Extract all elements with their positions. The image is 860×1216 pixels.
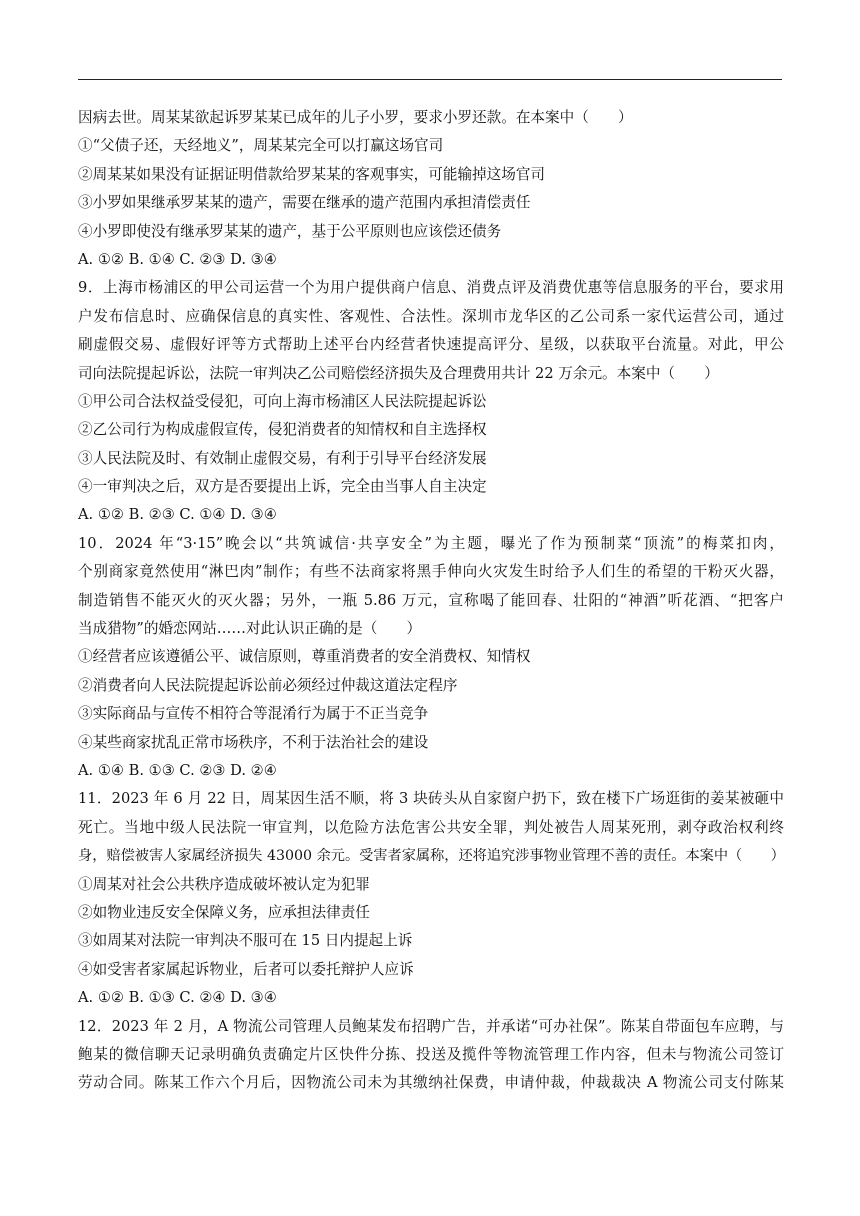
option-4: ④某些商家扰乱正常市场秩序，不利于法治社会的建设 (78, 733, 429, 751)
option-2: ②周某某如果没有证据证明借款给罗某某的客观事实，可能输掉这场官司 (78, 165, 546, 183)
option-1: ①经营者应该遵循公平、诚信原则，尊重消费者的安全消费权、知情权 (78, 648, 531, 666)
option-1: ①周某对社会公共秩序造成破坏被认定为犯罪 (78, 875, 370, 893)
option-3: ③如周某对法院一审判决不服可在 15 日内提起上诉 (78, 932, 413, 950)
question-10-stem: 制造销售不能灭火的灭火器；另外，一瓶 5.86 万元，宣称喝了能回春、壮阳的“神酒”听花酒、“把客户 (78, 591, 784, 609)
answer-choices: A. ①④ B. ①③ C. ②③ D. ②④ (78, 761, 277, 779)
option-2: ②乙公司行为构成虚假宣传，侵犯消费者的知情权和自主选择权 (78, 421, 487, 439)
option-4: ④一审判决之后，双方是否要提出上诉，完全由当事人自主决定 (78, 478, 487, 496)
option-4: ④如受害者家属起诉物业，后者可以委托辩护人应诉 (78, 960, 414, 978)
document-body (78, 104, 784, 1098)
option-3: ③人民法院及时、有效制止虚假交易，有利于引导平台经济发展 (78, 449, 487, 467)
question-10-stem: 10．2024 年“3·15”晚会以“共筑诚信·共享安全”为主题，曝光了作为预制菜“顶流”的梅菜扣肉， (78, 534, 784, 552)
question-12-stem: 劳动合同。陈某工作六个月后，因物流公司未为其缴纳社保费，申请仲裁，仲裁裁决 A 物流公司支付陈某 (78, 1074, 784, 1092)
question-11-stem: 11．2023 年 6 月 22 日，周某因生活不顺，将 3 块砖头从自家窗户扔下，致在楼下广场逛街的姜某被砸中 (78, 790, 784, 808)
question-10-stem: 当成猎物”的婚恋网站……对此认识正确的是（ ） (78, 620, 422, 638)
question-12-stem: 12．2023 年 2 月，A 物流公司管理人员鲍某发布招聘广告，并承诺“可办社保”。陈某自带面包车应聘，与 (78, 1017, 784, 1035)
question-9-stem: 户发布信息时、应确保信息的真实性、客观性、合法性。深圳市龙华区的乙公司系一家代运营公司，通过 (78, 307, 784, 325)
question-11-stem: 死亡。当地中级人民法院一审宣判，以危险方法危害公共安全罪，判处被告人周某死刑，剥夺政治权利终 (78, 818, 784, 836)
option-3: ③小罗如果继承罗某某的遗产，需要在继承的遗产范围内承担清偿责任 (78, 194, 531, 212)
answer-choices: A. ①② B. ①④ C. ②③ D. ③④ (78, 250, 277, 268)
option-3: ③实际商品与宣传不相符合等混淆行为属于不正当竞争 (78, 705, 429, 723)
option-2: ②如物业违反安全保障义务，应承担法律责任 (78, 903, 370, 921)
option-1: ①“父债子还，天经地义”，周某某完全可以打赢这场官司 (78, 137, 444, 155)
option-1: ①甲公司合法权益受侵犯，可向上海市杨浦区人民法院提起诉讼 (78, 392, 487, 410)
option-4: ④小罗即使没有继承罗某某的遗产，基于公平原则也应该偿还债务 (78, 222, 502, 240)
answer-choices: A. ①② B. ②③ C. ①④ D. ③④ (78, 506, 277, 524)
question-9-stem: 司向法院提起诉讼，法院一审判决乙公司赔偿经济损失及合理费用共计 22 万余元。本案中（ ） (78, 364, 719, 382)
question-9-stem: 刷虚假交易、虚假好评等方式帮助上述平台内经营者快速提高评分、星级，以获取平台流量。对此，甲公 (78, 336, 784, 354)
option-2: ②消费者向人民法院提起诉讼前必须经过仲裁这道法定程序 (78, 676, 458, 694)
question-8-stem-end: 因病去世。周某某欲起诉罗某某已成年的儿子小罗，要求小罗还款。在本案中（ ） (78, 109, 633, 126)
answer-choices: A. ①② B. ①③ C. ②④ D. ③④ (78, 989, 277, 1007)
question-12-stem: 鲍某的微信聊天记录明确负责确定片区快件分拣、投送及揽件等物流管理工作内容，但未与物流公司签订 (78, 1045, 784, 1063)
header-rule (78, 79, 782, 80)
question-10-stem: 个别商家竟然使用“淋巴肉”制作；有些不法商家将黑手伸向火灾发生时给予人们生的希望的干粉灭火器， (78, 563, 784, 581)
question-11-stem: 身，赔偿被害人家属经济损失 43000 余元。受害者家属称，还将追究涉事物业管理不善的责任。本案中（ ） (78, 848, 785, 865)
question-9-stem: 9．上海市杨浦区的甲公司运营一个为用户提供商户信息、消费点评及消费优惠等信息服务的平台，要求用 (78, 279, 784, 297)
